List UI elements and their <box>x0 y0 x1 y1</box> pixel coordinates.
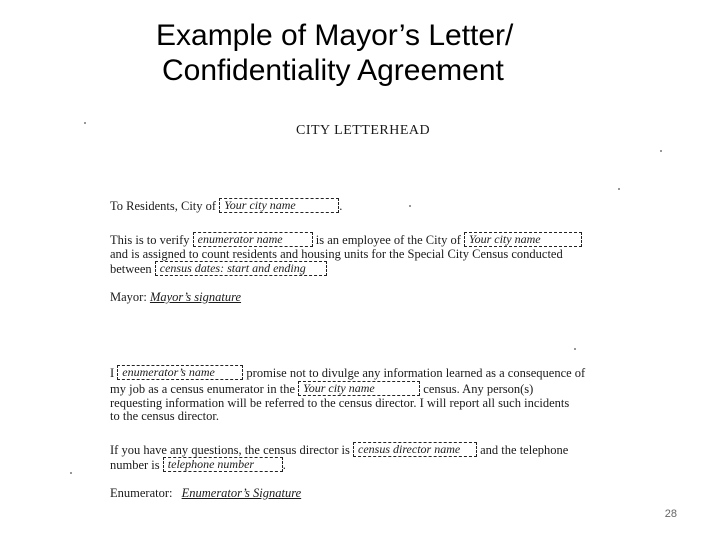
scan-speck <box>660 150 662 152</box>
director-line: to the census director. <box>110 409 219 423</box>
enumerator-line <box>110 486 301 501</box>
letterhead: CITY LETTERHEAD <box>296 123 431 138</box>
verify-line <box>110 232 582 248</box>
mayor-line <box>110 290 241 305</box>
city-name-field-3: Your city name <box>298 381 420 396</box>
mayor-label: Mayor: <box>110 290 147 304</box>
slide-title-line-2: Confidentiality Agreement <box>162 54 504 87</box>
enumerator-name-field: enumerator name <box>193 232 313 247</box>
questions-text: If you have any questions, the census director is <box>110 443 350 457</box>
city-name-field-2: Your city name <box>464 232 582 247</box>
number-is-text: number is <box>110 458 160 472</box>
promise-text: promise not to divulge any information learned as a consequence of <box>246 366 586 380</box>
assigned-line: and is assigned to count residents and housing units for the Special City Census conducted <box>110 247 563 261</box>
census-dates-field: census dates: start and ending <box>155 261 327 276</box>
between-line <box>110 261 327 277</box>
scan-speck <box>409 205 411 207</box>
city-name-field: Your city name <box>219 198 339 213</box>
verify-text: This is to verify <box>110 233 190 247</box>
job-line <box>110 381 533 397</box>
number-line <box>110 457 286 473</box>
telephone-number-field: telephone number <box>163 457 283 472</box>
greeting-end: . <box>339 199 343 213</box>
enumerators-name-field: enumerator’s name <box>117 365 243 380</box>
number-end: . <box>282 458 286 472</box>
scan-speck <box>84 122 86 124</box>
enumerator-label: Enumerator: <box>110 486 173 500</box>
greeting-line <box>110 198 342 214</box>
scan-speck <box>574 348 576 350</box>
i-label: I <box>110 366 115 380</box>
and-phone-text: and the telephone <box>480 443 569 457</box>
questions-line <box>110 442 568 458</box>
census-director-name-field: census director name <box>353 442 477 457</box>
requesting-line: requesting information will be referred to the census director. I will report all such incidents <box>110 396 570 410</box>
enumerator-signature: Enumerator’s Signature <box>181 486 302 500</box>
between-text: between <box>110 262 152 276</box>
job-text: my job as a census enumerator in the <box>110 382 296 396</box>
page-number: 28 <box>664 508 677 520</box>
census-text: census. Any person(s) <box>423 382 534 396</box>
greeting-text: To Residents, City of <box>110 199 217 213</box>
mayor-signature: Mayor’s signature <box>149 290 242 304</box>
slide-title-line-1: Example of Mayor’s Letter/ <box>156 19 514 52</box>
scan-speck <box>70 472 72 474</box>
employee-text: is an employee of the City of <box>315 233 461 247</box>
scan-speck <box>618 188 620 190</box>
promise-line <box>110 365 585 381</box>
